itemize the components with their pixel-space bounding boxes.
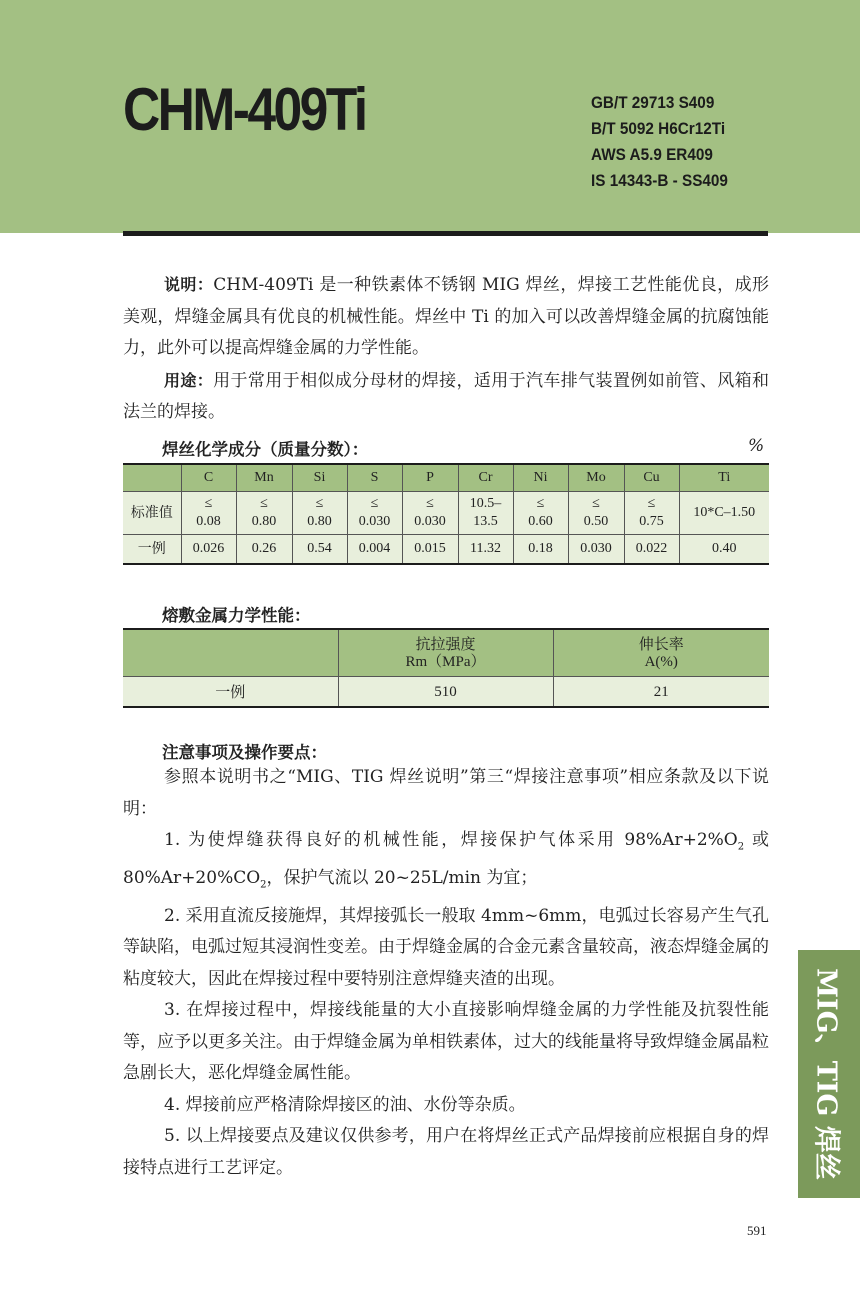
- chemical-composition-table: [123, 463, 769, 565]
- table-cell: ≤ 0.030: [347, 492, 402, 535]
- standard-item: AWS A5.9 ER409: [591, 145, 713, 164]
- table-row-standard: [123, 492, 769, 535]
- table-cell: 0.004: [347, 535, 402, 565]
- table-cell: 10.5– 13.5: [458, 492, 513, 535]
- usage-paragraph: [123, 365, 769, 429]
- table-header-cell: P: [402, 464, 458, 492]
- table-cell: ≤ 0.50: [568, 492, 624, 535]
- description-text: CHM-409Ti 是一种铁素体不锈钢 MIG 焊丝，焊接工艺性能优良，成形美观，焊缝金属具有优良的机械性能。焊丝中 Ti 的加入可以改善焊缝金属的抗腐蚀能力，此外可以提高焊缝金属的力学性能。: [123, 275, 769, 358]
- table-cell: 0.54: [292, 535, 347, 565]
- mechanical-properties-table: [123, 628, 769, 708]
- notes-intro: 参照本说明书之“MIG、TIG 焊丝说明”第三“焊接注意事项”相应条款及以下说明：: [123, 767, 769, 819]
- product-title: CHM-409Ti: [123, 76, 366, 143]
- table-cell: 0.26: [236, 535, 292, 565]
- notes-item-1: 1. 为使焊缝获得良好的机械性能，焊接保护气体采用 $98\%Ar+2\%O_2$ 或 $80\%Ar+20\%CO_2$，保护气流以 20~25L/min 为宜；: [123, 830, 770, 891]
- notes-heading: 注意事项及操作要点：: [162, 743, 327, 762]
- table-header-cell: Ni: [513, 464, 568, 492]
- row-label: 标准值: [123, 492, 181, 535]
- table-header-cell: 伸长率 A(%): [553, 629, 769, 677]
- table-row-example: [123, 535, 769, 565]
- table-header-row: [123, 629, 769, 677]
- table-cell: ≤ 0.60: [513, 492, 568, 535]
- standard-item: B/T 5092 H6Cr12Ti: [591, 119, 726, 138]
- notes-item-4: 4. 焊接前应严格清除焊接区的油、水份等杂质。: [164, 1094, 526, 1115]
- table-cell: ≤ 0.80: [292, 492, 347, 535]
- header-rule: [123, 231, 768, 236]
- row-label: 一例: [123, 677, 338, 708]
- table-cell: ≤ 0.08: [181, 492, 236, 535]
- table-cell: 10*C–1.50: [679, 492, 769, 535]
- usage-text: 用于常用于相似成分母材的焊接，适用于汽车排气装置例如前管、风箱和法兰的焊接。: [123, 370, 769, 422]
- table-cell: 510: [338, 677, 553, 708]
- table-header-cell: 抗拉强度 Rm（MPa）: [338, 629, 553, 677]
- table-cell: 0.022: [624, 535, 679, 565]
- table-header-cell: Mn: [236, 464, 292, 492]
- side-tab-label: MIG、TIG 焊丝: [810, 968, 842, 1180]
- chem-heading: 焊丝化学成分（质量分数）：: [162, 440, 369, 459]
- table-cell: ≤ 0.75: [624, 492, 679, 535]
- notes-item-2: 2. 采用直流反接施焊，其焊接弧长一般取 4mm~6mm，电弧过长容易产生气孔等缺陷，电弧过短其浸润性变差。由于焊缝金属的合金元素含量较高，液态焊缝金属的粘度较大，因此在焊接过程中要特别注意焊缝夹渣的出现。: [123, 905, 769, 989]
- table-header-cell: Cu: [624, 464, 679, 492]
- row-label: 一例: [123, 535, 181, 565]
- table-cell: 0.40: [679, 535, 769, 565]
- table-cell: 0.026: [181, 535, 236, 565]
- section-side-tab: [798, 950, 860, 1198]
- page-number: 591: [747, 1223, 767, 1238]
- unit-label: %: [748, 436, 765, 456]
- table-header-cell: [123, 464, 181, 492]
- table-cell: ≤ 0.030: [402, 492, 458, 535]
- table-cell: ≤ 0.80: [236, 492, 292, 535]
- description-label: 说明：: [164, 275, 214, 294]
- header-band: [0, 0, 860, 233]
- table-header-cell: Ti: [679, 464, 769, 492]
- table-header-cell: C: [181, 464, 236, 492]
- table-header-cell: [123, 629, 338, 677]
- mech-heading: 熔敷金属力学性能：: [162, 606, 311, 625]
- table-header-cell: Cr: [458, 464, 513, 492]
- table-row-example: [123, 677, 769, 708]
- table-header-row: [123, 464, 769, 492]
- table-cell: 0.030: [568, 535, 624, 565]
- table-header-cell: Mo: [568, 464, 624, 492]
- intro-text: [123, 269, 769, 429]
- notes-item-5: 5. 以上焊接要点及建议仅供参考，用户在将焊丝正式产品焊接前应根据自身的焊接特点进行工艺评定。: [123, 1126, 769, 1178]
- table-cell: 11.32: [458, 535, 513, 565]
- table-cell: 0.015: [402, 535, 458, 565]
- usage-label: 用途：: [164, 370, 214, 390]
- standard-item: IS 14343-B - SS409: [591, 171, 728, 190]
- table-cell: 0.18: [513, 535, 568, 565]
- table-header-cell: Si: [292, 464, 347, 492]
- standards-list: [591, 90, 728, 194]
- standard-item: GB/T 29713 S409: [591, 93, 715, 112]
- notes-text: [123, 762, 769, 1184]
- table-cell: 21: [553, 677, 769, 708]
- notes-item-3: 3. 在焊接过程中，焊接线能量的大小直接影响焊缝金属的力学性能及抗裂性能等，应予以更多关注。由于焊缝金属为单相铁素体，过大的线能量将导致焊缝金属晶粒急剧长大，恶化焊缝金属性能。: [123, 1000, 769, 1084]
- description-paragraph: [123, 269, 769, 365]
- table-header-cell: S: [347, 464, 402, 492]
